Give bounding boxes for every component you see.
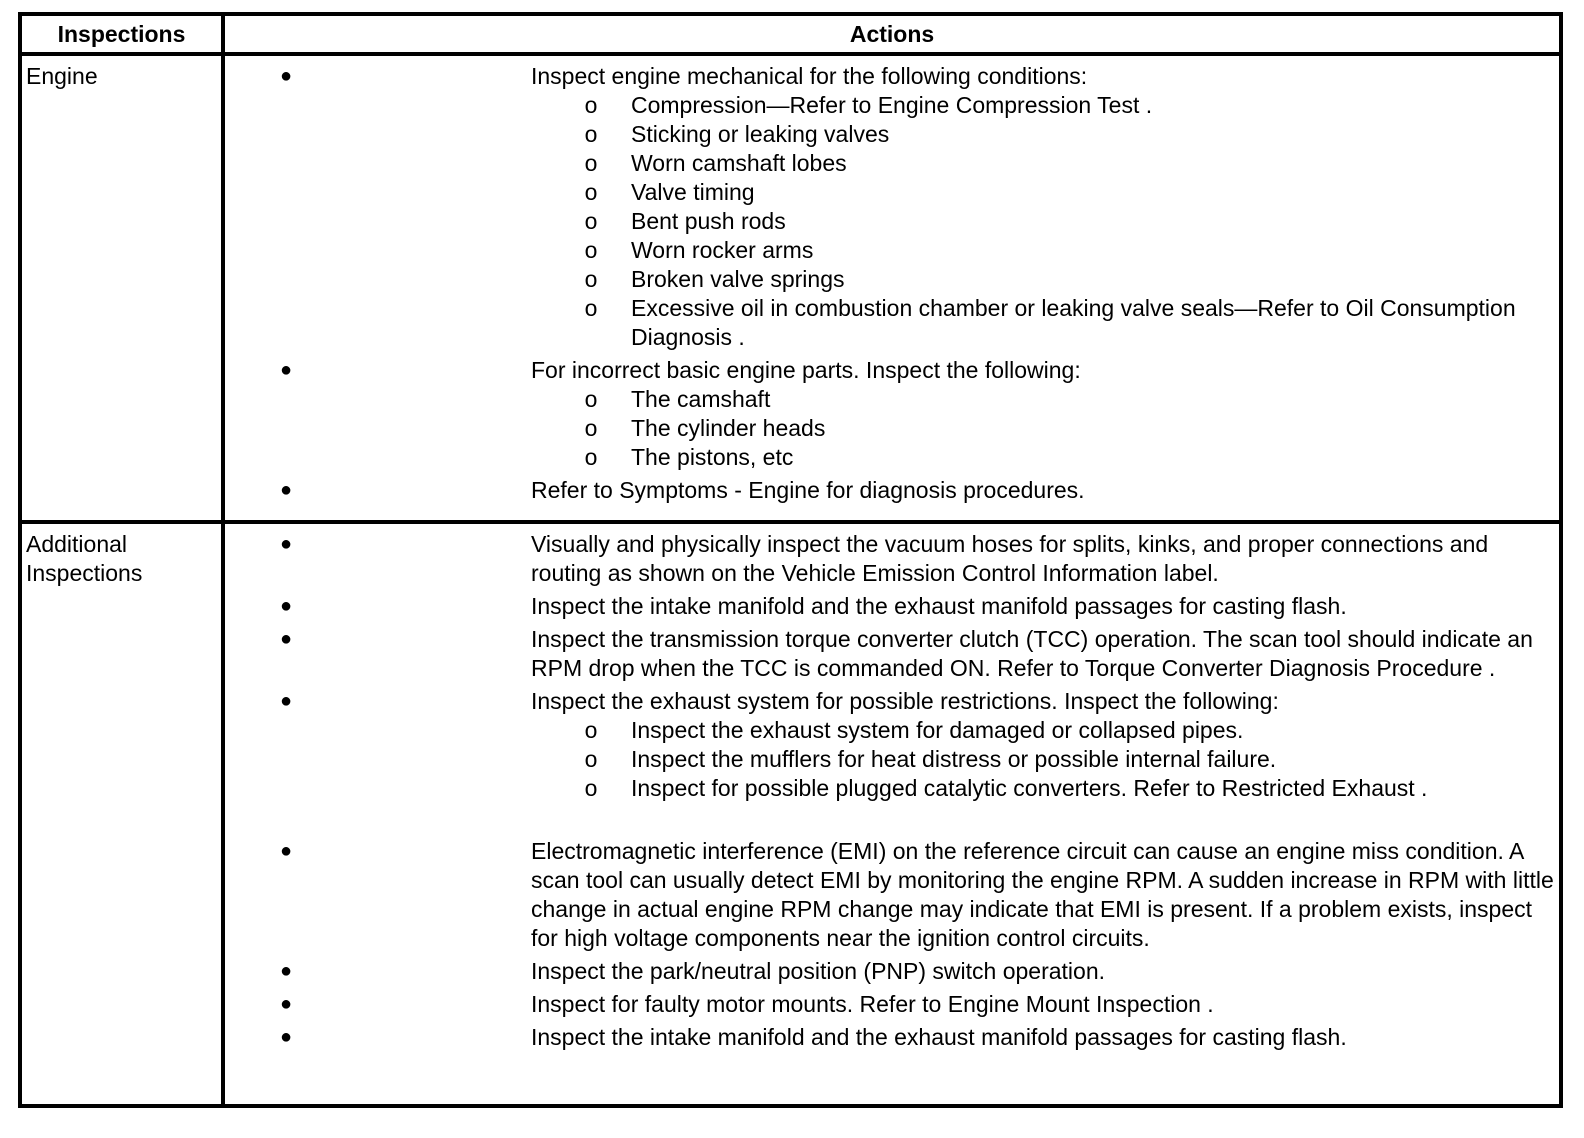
sub-list [531, 385, 1555, 472]
bullet-icon: ● [279, 359, 293, 381]
action-item [225, 62, 1555, 352]
table-header-row [20, 14, 1561, 54]
table-row-engine [20, 54, 1561, 522]
sub-item-text: Bent push rods [631, 208, 786, 234]
sub-item-text: The camshaft [631, 386, 771, 412]
action-text: Inspect the exhaust system for possible restrictions. Inspect the following: [531, 688, 1279, 714]
table-row-additional-inspections [20, 522, 1561, 1106]
sub-item-text: Inspect the mufflers for heat distress or possible internal failure. [631, 746, 1277, 772]
sub-item-text: Inspect for possible plugged catalytic converters. Refer to Restricted Exhaust . [631, 775, 1428, 801]
spacer [225, 807, 1555, 837]
sub-item [531, 414, 1555, 443]
circle-bullet-icon: o [584, 444, 598, 470]
sub-item [531, 385, 1555, 414]
circle-bullet-icon: o [584, 746, 598, 772]
inspection-cell: Engine [20, 54, 223, 522]
action-item [225, 837, 1555, 953]
circle-bullet-icon: o [584, 775, 598, 801]
sub-item [531, 178, 1555, 207]
circle-bullet-icon: o [584, 717, 598, 743]
sub-item [531, 120, 1555, 149]
bullet-icon: ● [279, 1026, 293, 1048]
sub-item [531, 91, 1555, 120]
inspection-cell: Additional Inspections [20, 522, 223, 1106]
sub-list [531, 716, 1555, 803]
circle-bullet-icon: o [584, 121, 598, 147]
bullet-icon: ● [279, 840, 293, 862]
bullet-icon: ● [279, 993, 293, 1015]
circle-bullet-icon: o [584, 208, 598, 234]
sub-item-text: Inspect the exhaust system for damaged or collapsed pipes. [631, 717, 1244, 743]
action-text: Inspect for faulty motor mounts. Refer to Engine Mount Inspection . [531, 991, 1214, 1017]
sub-item [531, 716, 1555, 745]
bullet-icon: ● [279, 690, 293, 712]
action-text: For incorrect basic engine parts. Inspect the following: [531, 357, 1081, 383]
sub-item [531, 745, 1555, 774]
action-item [225, 990, 1555, 1019]
bullet-icon: ● [279, 595, 293, 617]
action-item [225, 592, 1555, 621]
circle-bullet-icon: o [584, 150, 598, 176]
actions-cell [223, 522, 1561, 1106]
sub-item [531, 207, 1555, 236]
actions-cell [223, 54, 1561, 522]
action-item [225, 476, 1555, 505]
header-inspections: Inspections [20, 14, 223, 54]
bullet-icon: ● [279, 533, 293, 555]
sub-item [531, 236, 1555, 265]
sub-item-text: Worn camshaft lobes [631, 150, 847, 176]
sub-item [531, 443, 1555, 472]
action-text: Visually and physically inspect the vacuum hoses for splits, kinks, and proper connections and routing as shown on the Vehicle Emission Control Information label. [531, 531, 1489, 586]
action-item [225, 625, 1555, 683]
header-actions: Actions [223, 14, 1561, 54]
bullet-icon: ● [279, 65, 293, 87]
circle-bullet-icon: o [584, 266, 598, 292]
action-text: Inspect the transmission torque converter clutch (TCC) operation. The scan tool should indicate an RPM drop when the TCC is commanded ON. Refer to Torque Converter Diagnosis Procedure . [531, 626, 1533, 681]
circle-bullet-icon: o [584, 92, 598, 118]
bullet-icon: ● [279, 960, 293, 982]
circle-bullet-icon: o [584, 237, 598, 263]
circle-bullet-icon: o [584, 179, 598, 205]
sub-item [531, 265, 1555, 294]
action-text: Inspect engine mechanical for the following conditions: [531, 63, 1088, 89]
sub-list [531, 91, 1555, 352]
sub-item-text: Compression—Refer to Engine Compression Test . [631, 92, 1153, 118]
sub-item-text: Sticking or leaking valves [631, 121, 890, 147]
sub-item-text: Worn rocker arms [631, 237, 814, 263]
sub-item-text: The pistons, etc [631, 444, 794, 470]
sub-item-text: Excessive oil in combustion chamber or leaking valve seals—Refer to Oil Consumption Diagnosis . [631, 295, 1516, 350]
action-text: Inspect the intake manifold and the exhaust manifold passages for casting flash. [531, 593, 1347, 619]
circle-bullet-icon: o [584, 415, 598, 441]
sub-item [531, 774, 1555, 803]
sub-item-text: Valve timing [631, 179, 755, 205]
sub-item-text: The cylinder heads [631, 415, 826, 441]
inspection-table [18, 12, 1563, 1108]
action-text: Electromagnetic interference (EMI) on the reference circuit can cause an engine miss condition. A scan tool can usually detect EMI by monitoring the engine RPM. A sudden increase in RPM with little change in actual engine RPM change may indicate that EMI is present. If a problem exists, inspect for high voltage components near the ignition control circuits. [531, 838, 1554, 951]
action-item [225, 687, 1555, 803]
action-text: Inspect the intake manifold and the exhaust manifold passages for casting flash. [531, 1024, 1347, 1050]
action-text: Inspect the park/neutral position (PNP) switch operation. [531, 958, 1106, 984]
action-item [225, 957, 1555, 986]
sub-item [531, 149, 1555, 178]
action-item [225, 356, 1555, 472]
bullet-icon: ● [279, 628, 293, 650]
circle-bullet-icon: o [584, 386, 598, 412]
bullet-icon: ● [279, 479, 293, 501]
sub-item-text: Broken valve springs [631, 266, 845, 292]
action-item [225, 530, 1555, 588]
action-text: Refer to Symptoms - Engine for diagnosis procedures. [531, 477, 1085, 503]
action-item [225, 1023, 1555, 1052]
circle-bullet-icon: o [584, 295, 598, 321]
sub-item [531, 294, 1555, 352]
